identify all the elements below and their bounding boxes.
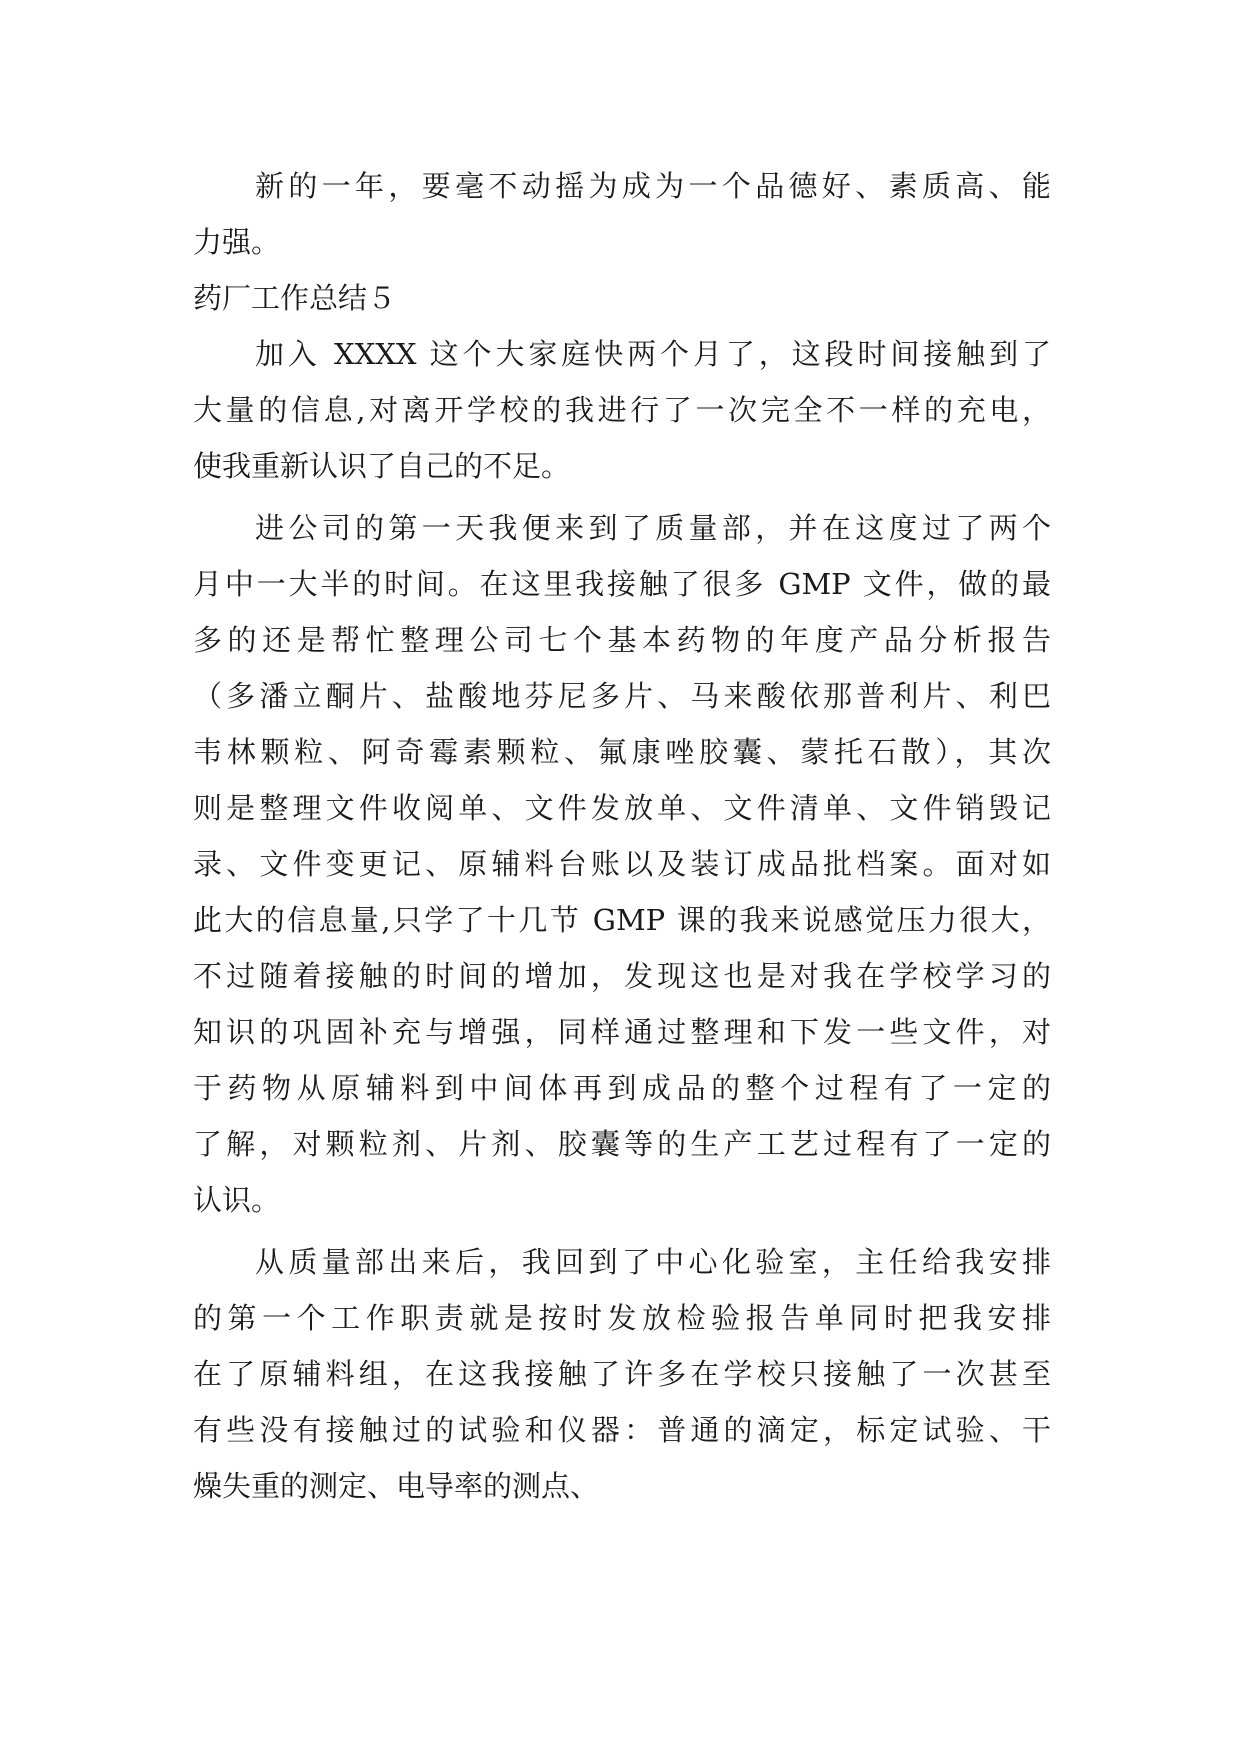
paragraph <box>193 326 1051 494</box>
text-line: 进公司的第一天我便来到了质量部，并在这度过了两个 <box>255 511 1051 545</box>
text-line: 于药物从原辅料到中间体再到成品的整个过程有了一定的 <box>193 1071 1051 1105</box>
text-line: 的第一个工作职责就是按时发放检验报告单同时把我安排 <box>193 1301 1051 1335</box>
text-line: 多的还是帮忙整理公司七个基本药物的年度产品分析报告 <box>193 623 1051 657</box>
text-line: 加入 XXXX 这个大家庭快两个月了，这段时间接触到了 <box>255 337 1051 371</box>
text-line: 此大的信息量,只学了十几节 GMP 课的我来说感觉压力很大， <box>193 903 1051 937</box>
text-line: 在了原辅料组，在这我接触了许多在学校只接触了一次甚至 <box>193 1357 1051 1391</box>
text-line: 使我重新认识了自己的不足。 <box>193 449 571 483</box>
text-line: 新的一年，要毫不动摇为成为一个品德好、素质高、能 <box>255 169 1051 203</box>
text-line: 燥失重的测定、电导率的测点、 <box>193 1469 600 1503</box>
text-line: （多潘立酮片、盐酸地芬尼多片、马来酸依那普利片、利巴 <box>193 679 1051 713</box>
text-line: 力强。 <box>193 225 281 259</box>
paragraph <box>193 1234 1051 1514</box>
text-line: 认识。 <box>193 1183 281 1217</box>
document-page <box>193 158 1051 1514</box>
heading-text: 药厂工作总结５ <box>193 281 397 315</box>
text-line: 有些没有接触过的试验和仪器：普通的滴定，标定试验、干 <box>193 1413 1051 1447</box>
paragraph <box>193 158 1051 270</box>
text-line: 不过随着接触的时间的增加，发现这也是对我在学校学习的 <box>193 959 1051 993</box>
text-line: 韦林颗粒、阿奇霉素颗粒、氟康唑胶囊、蒙托石散），其次 <box>193 735 1051 769</box>
text-line: 从质量部出来后，我回到了中心化验室，主任给我安排 <box>255 1245 1051 1279</box>
text-line: 大量的信息,对离开学校的我进行了一次完全不一样的充电， <box>193 393 1051 427</box>
text-line: 录、文件变更记、原辅料台账以及装订成品批档案。面对如 <box>193 847 1051 881</box>
text-line: 月中一大半的时间。在这里我接触了很多 GMP 文件，做的最 <box>193 567 1051 601</box>
text-line: 则是整理文件收阅单、文件发放单、文件清单、文件销毁记 <box>193 791 1051 825</box>
paragraph <box>193 500 1051 1228</box>
text-line: 知识的巩固补充与增强，同样通过整理和下发一些文件，对 <box>193 1015 1051 1049</box>
text-line: 了解，对颗粒剂、片剂、胶囊等的生产工艺过程有了一定的 <box>193 1127 1051 1161</box>
section-heading <box>193 270 1051 326</box>
